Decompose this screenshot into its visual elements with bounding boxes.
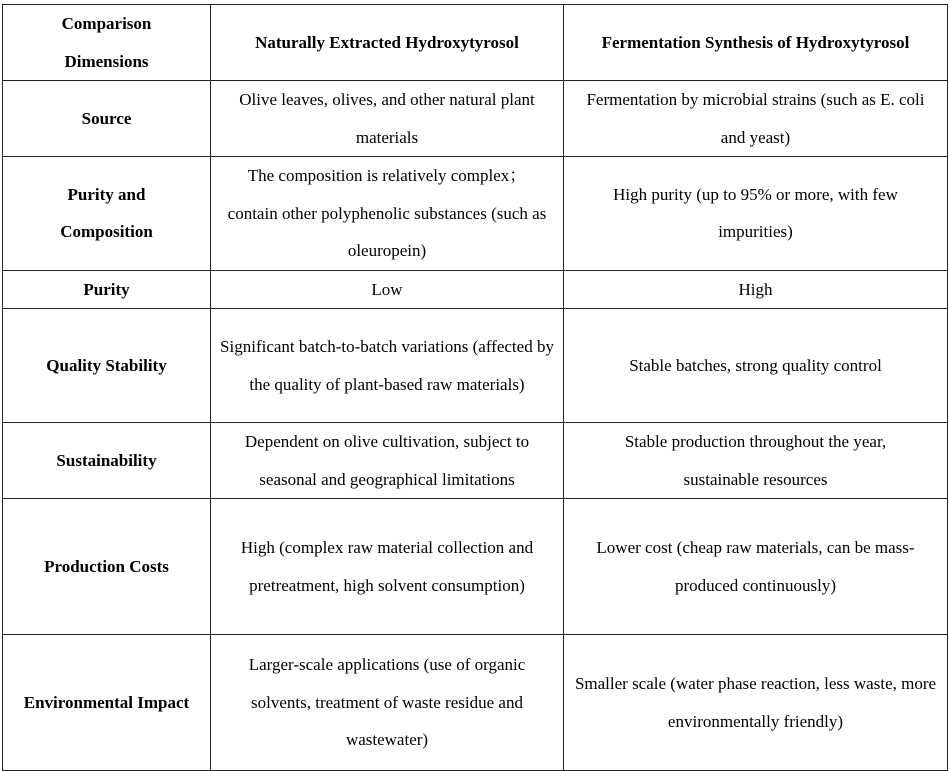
row-fermentation: Stable batches, strong quality control [564, 309, 948, 423]
table-row [3, 499, 948, 635]
row-fermentation: Stable production throughout the year, sustainable resources [564, 423, 948, 499]
row-natural: Low [211, 270, 564, 309]
row-fermentation: High purity (up to 95% or more, with few impurities) [564, 157, 948, 271]
row-natural: High (complex raw material collection and pretreatment, high solvent consumption) [211, 499, 564, 635]
row-dimension: Sustainability [3, 423, 211, 499]
table-row [3, 270, 948, 309]
row-dimension: Source [3, 81, 211, 157]
row-natural: Larger-scale applications (use of organic solvents, treatment of waste residue and wastewater) [211, 635, 564, 771]
header-dimensions: Comparison Dimensions [3, 5, 211, 81]
row-fermentation: Fermentation by microbial strains (such as E. coli and yeast) [564, 81, 948, 157]
row-dimension: Production Costs [3, 499, 211, 635]
header-natural: Naturally Extracted Hydroxytyrosol [211, 5, 564, 81]
row-natural: The composition is relatively complex；contain other polyphenolic substances (such as oleuropein) [211, 157, 564, 271]
table-row [3, 81, 948, 157]
row-natural: Dependent on olive cultivation, subject to seasonal and geographical limitations [211, 423, 564, 499]
table-row [3, 157, 948, 271]
table-row [3, 635, 948, 771]
comparison-table [2, 4, 948, 771]
row-dimension: Purity and Composition [3, 157, 211, 271]
header-fermentation: Fermentation Synthesis of Hydroxytyrosol [564, 5, 948, 81]
row-natural: Significant batch-to-batch variations (affected by the quality of plant-based raw materials) [211, 309, 564, 423]
table-row [3, 309, 948, 423]
row-fermentation: High [564, 270, 948, 309]
row-dimension: Environmental Impact [3, 635, 211, 771]
row-dimension: Purity [3, 270, 211, 309]
row-fermentation: Smaller scale (water phase reaction, less waste, more environmentally friendly) [564, 635, 948, 771]
header-row [3, 5, 948, 81]
table-row [3, 423, 948, 499]
row-dimension: Quality Stability [3, 309, 211, 423]
row-fermentation: Lower cost (cheap raw materials, can be mass-produced continuously) [564, 499, 948, 635]
row-natural: Olive leaves, olives, and other natural plant materials [211, 81, 564, 157]
